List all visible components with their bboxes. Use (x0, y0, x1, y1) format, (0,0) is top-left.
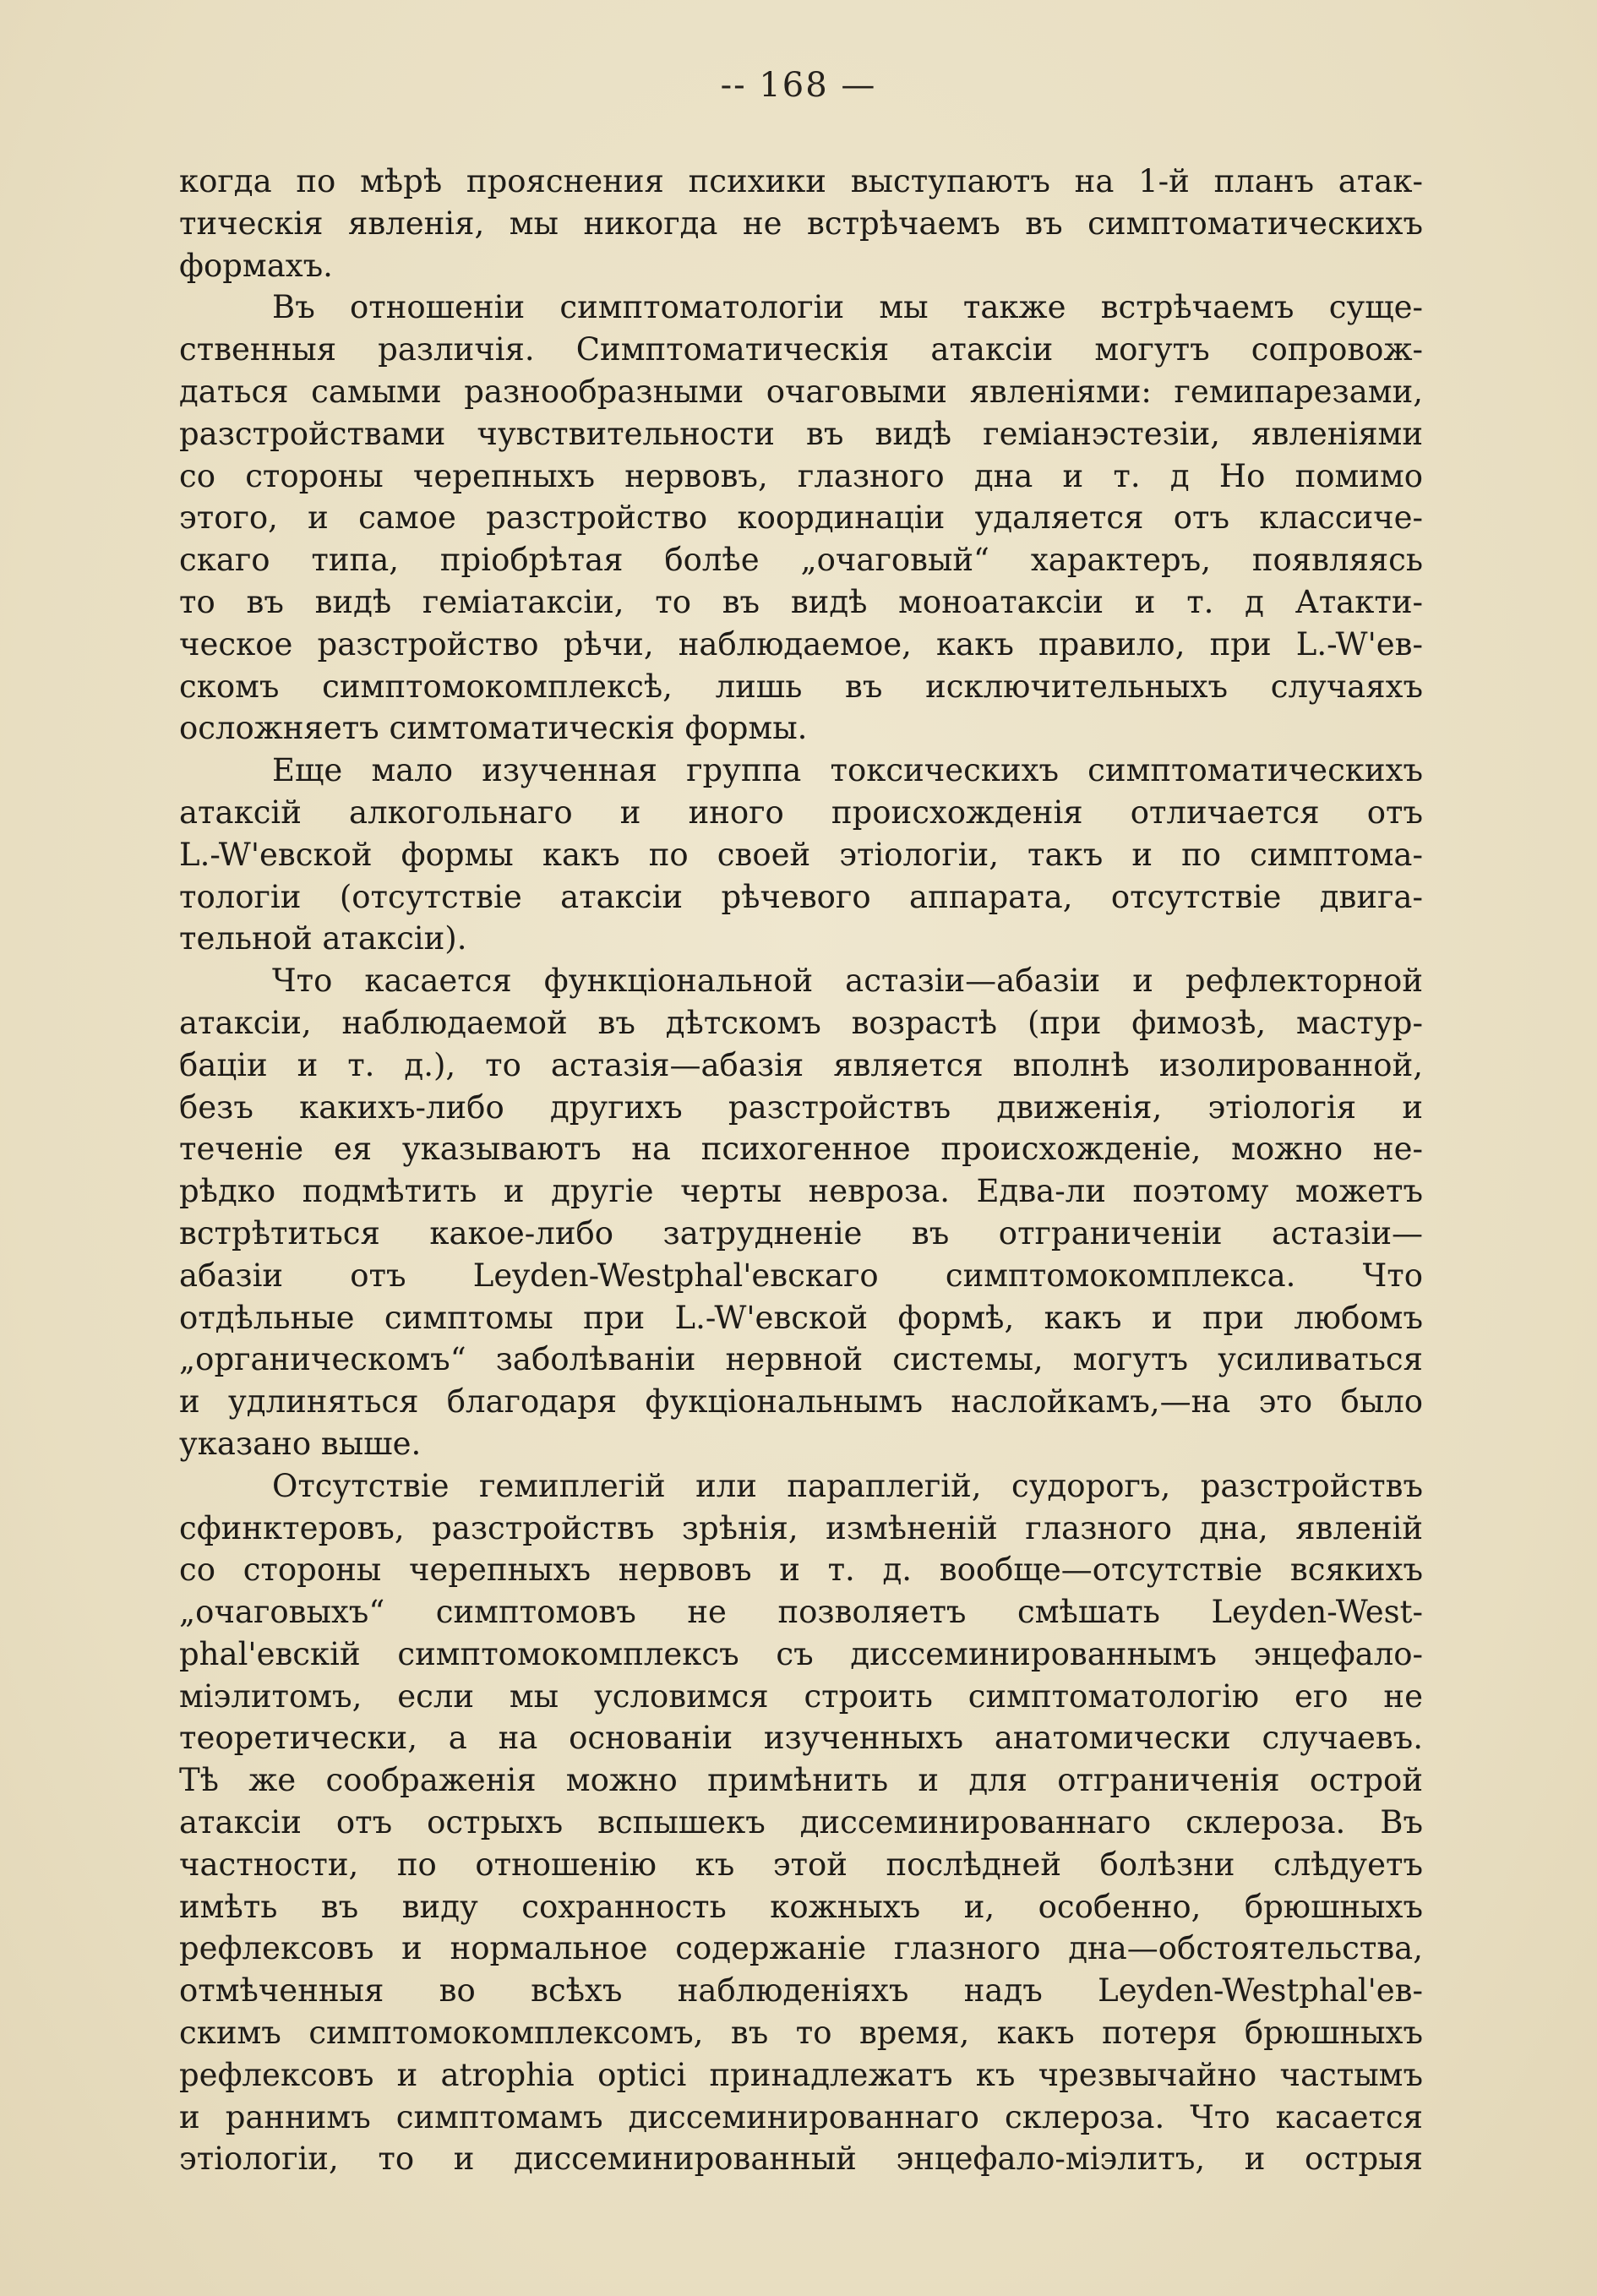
text-line: и удлиняться благодаря фукціональнымъ наслойкамъ,—на это было (179, 1383, 1423, 1421)
text-line: „органическомъ“ заболѣваніи нервной системы, могутъ усиливаться (179, 1341, 1423, 1378)
text-line: имѣть въ виду сохранность кожныхъ и, особенно, брюшныхъ (179, 1888, 1423, 1925)
paragraph (179, 1465, 1423, 2181)
text-line: phal'евскій симптомокомплексъ съ диссеминированнымъ энцефало- (179, 1635, 1423, 1672)
text-line: формахъ. (179, 247, 333, 284)
text-line: атаксіи отъ острыхъ вспышекъ диссеминированнаго склероза. Въ (179, 1804, 1423, 1841)
text-line: абазіи отъ Leyden-Westphal'евскаго симптомокомплекса. Что (179, 1257, 1423, 1294)
text-line: „очаговыхъ“ симптомовъ не позволяетъ смѣшать Leyden-West- (179, 1594, 1423, 1631)
text-line: міэлитомъ, если мы условимся строить симптоматологію его не (179, 1677, 1423, 1715)
text-line: даться самыми разнообразными очаговыми явленіями: гемипарезами, (179, 373, 1423, 410)
text-line: L.-W'евской формы какъ по своей этіологіи, такъ и по симптома- (179, 836, 1423, 873)
text-line: Еще мало изученная группа токсическихъ симптоматическихъ (272, 752, 1423, 789)
paragraph (179, 750, 1423, 960)
text-line: тологіи (отсутствіе атаксіи рѣчевого аппарата, отсутствіе двига- (179, 878, 1423, 915)
text-line: разстройствами чувствительности въ видѣ геміанэстезіи, явленіями (179, 415, 1423, 452)
text-line: Тѣ же соображенія можно примѣнить и для отграниченія острой (179, 1762, 1423, 1799)
text-line: теченіе ея указываютъ на психогенное происхожденіе, можно не- (179, 1131, 1423, 1168)
text-line: сфинктеровъ, разстройствъ зрѣнія, измѣненій глазного дна, явленій (179, 1509, 1423, 1546)
text-line: скаго типа, пріобрѣтая болѣе „очаговый“ характеръ, появляясь (179, 542, 1423, 579)
text-line: ственныя различія. Симптоматическія атаксіи могутъ сопровож- (179, 331, 1423, 368)
paragraph (179, 960, 1423, 1465)
text-line: отдѣльные симптомы при L.-W'евской формѣ, какъ и при любомъ (179, 1299, 1423, 1336)
text-line: то въ видѣ геміатаксіи, то въ видѣ моноатаксіи и т. д Атакти- (179, 583, 1423, 620)
text-line: теоретически, а на основаніи изученныхъ анатомически случаевъ. (179, 1720, 1423, 1757)
text-line: рѣдко подмѣтить и другіе черты невроза. Едва-ли поэтому можетъ (179, 1173, 1423, 1210)
text-line: этіологіи, то и диссеминированный энцефало-міэлитъ, и острыя (179, 2141, 1423, 2178)
text-line: баціи и т. д.), то астазія—абазія является вполнѣ изолированной, (179, 1046, 1423, 1083)
text-line: скомъ симптомокомплексѣ, лишь въ исключительныхъ случаяхъ (179, 668, 1423, 705)
text-line: Въ отношеніи симптоматологіи мы также встрѣчаемъ суще- (272, 289, 1423, 326)
body-text (179, 161, 1423, 2180)
text-line: рефлексовъ и atrophia optici принадлежатъ къ чрезвычайно частымъ (179, 2056, 1423, 2093)
text-line: ческое разстройство рѣчи, наблюдаемое, какъ правило, при L.-W'ев- (179, 625, 1423, 663)
text-line: отмѣченныя во всѣхъ наблюденіяхъ надъ Leyden-Westphal'ев- (179, 1972, 1423, 2010)
text-line: тельной атаксіи). (179, 920, 467, 957)
text-line: этого, и самое разстройство координаціи удаляется отъ классиче- (179, 499, 1423, 537)
paragraph (179, 286, 1423, 750)
text-line: тическія явленія, мы никогда не встрѣчаемъ въ симптоматическихъ (179, 205, 1423, 242)
text-line: скимъ симптомокомплексомъ, въ то время, какъ потеря брюшныхъ (179, 2015, 1423, 2052)
text-line: Что касается функціональной астазіи—абазіи и рефлекторной (272, 963, 1423, 1000)
text-line: осложняетъ симтоматическія формы. (179, 710, 808, 747)
text-line: атаксіи, наблюдаемой въ дѣтскомъ возрастѣ (при фимозѣ, мастур- (179, 1004, 1423, 1041)
text-line: Отсутствіе гемиплегій или параплегій, судорогъ, разстройствъ (272, 1467, 1423, 1504)
text-line: и раннимъ симптомамъ диссеминированнаго склероза. Что касается (179, 2098, 1423, 2135)
text-line: когда по мѣрѣ прояснения психики выступаютъ на 1-й планъ атак- (179, 163, 1423, 199)
page-number: -- 168 — (720, 66, 877, 105)
text-line: частности, по отношенію къ этой послѣдней болѣзни слѣдуетъ (179, 1846, 1423, 1883)
text-line: со стороны черепныхъ нервовъ и т. д. вообще—отсутствіе всякихъ (179, 1552, 1423, 1589)
text-line: безъ какихъ-либо другихъ разстройствъ движенія, этіологія и (179, 1088, 1423, 1126)
text-line: со стороны черепныхъ нервовъ, глазного дна и т. д Но помимо (179, 457, 1423, 494)
paragraph (179, 161, 1423, 286)
text-line: атаксій алкогольнаго и иного происхожденія отличается отъ (179, 794, 1423, 831)
text-line: встрѣтиться какое-либо затрудненіе въ отграниченіи астазіи— (179, 1214, 1423, 1252)
text-line: рефлексовъ и нормальное содержаніе глазного дна—обстоятельства, (179, 1930, 1423, 1967)
text-line: указано выше. (179, 1425, 422, 1462)
